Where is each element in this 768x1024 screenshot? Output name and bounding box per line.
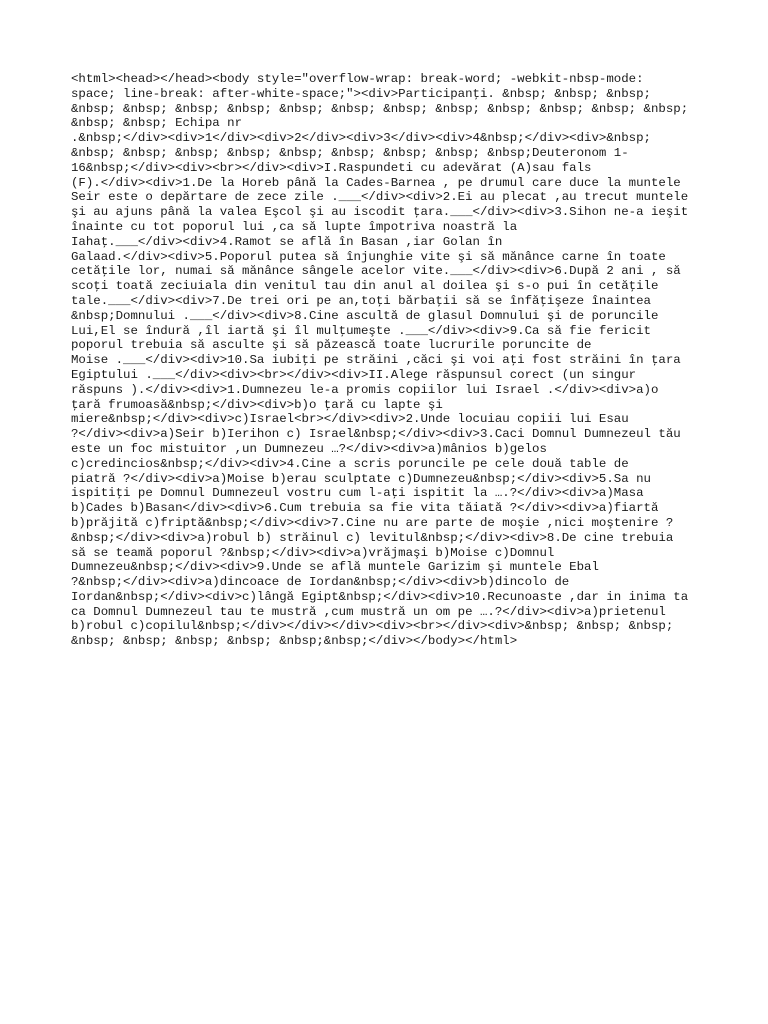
source-line: ca Domnul Dumnezeul tau te mustră ,cum mustră un om pe ….?</div><div>a)prietenul <box>71 604 666 619</box>
source-line: (F).</div><div>1.De la Horeb până la Cades-Barnea , pe drumul care duce la muntele <box>71 175 681 190</box>
source-line: înainte cu tot poporul lui ,ca să lupte împotriva noastră la <box>71 219 518 234</box>
source-line: Lui,El se îndură ,îl iartă şi îl mulţumeşte .___</div><div>9.Ca să fie fericit <box>71 323 651 338</box>
source-line: <html><head></head><body style="overflow-wrap: break-word; -webkit-nbsp-mode: <box>71 72 644 86</box>
source-line: ?&nbsp;</div><div>a)dincoace de Iordan&nbsp;</div><div>b)dincolo de <box>71 575 570 590</box>
source-line: Iordan&nbsp;</div><div>c)lângă Egipt&nbsp;</div><div>10.Recunoaste ,dar in inima ta <box>71 589 689 604</box>
source-line: miere&nbsp;</div><div>c)Israel<br></div><div>2.Unde locuiau copiii lui Esau <box>71 412 629 427</box>
source-line: c)credincios&nbsp;</div><div>4.Cine a scris poruncile pe cele două table de <box>71 456 629 471</box>
source-line: space; line-break: after-white-space;"><div>Participanţi. &nbsp; &nbsp; &nbsp; <box>71 86 651 101</box>
source-line: să se teamă poporul ?&nbsp;</div><div>a)vrăjmaşi b)Moise c)Domnul <box>71 545 555 560</box>
source-line: Iahaţ.___</div><div>4.Ramot se află în Basan ,iar Golan în <box>71 234 503 249</box>
source-line: b)robul c)copilul&nbsp;</div></div></div><div><br></div><div>&nbsp; &nbsp; &nbsp; <box>71 619 674 634</box>
source-line: &nbsp; &nbsp; &nbsp; &nbsp; &nbsp;&nbsp;</div></body></html> <box>71 634 518 649</box>
html-source-text <box>71 72 711 649</box>
source-line: răspuns ).</div><div>1.Dumnezeu le-a promis copiilor lui Israel .</div><div>a)o <box>71 382 659 397</box>
source-line: şi au ajuns până la valea Eşcol şi au iscodit ţara.___</div><div>3.Sihon ne-a ieşit <box>71 205 689 220</box>
source-line: &nbsp;</div><div>a)robul b) străinul c) levitul&nbsp;</div><div>8.De cine trebuia <box>71 530 674 545</box>
source-line: Moise .___</div><div>10.Sa iubiţi pe străini ,căci şi voi aţi fost străini în ţara <box>71 353 681 368</box>
source-line: &nbsp; &nbsp; Echipa nr <box>71 116 243 131</box>
source-line: 16&nbsp;</div><div><br></div><div>I.Raspundeti cu adevărat (A)sau fals <box>71 160 592 175</box>
source-line: tale.___</div><div>7.De trei ori pe an,toţi bărbaţii să se înfăţişeze înaintea <box>71 293 651 308</box>
source-line: cetăţile lor, numai să mănânce sângele acelor vite.___</div><div>6.După 2 ani , să <box>71 264 681 279</box>
source-line: .&nbsp;</div><div>1</div><div>2</div><div>3</div><div>4&nbsp;</div><div>&nbsp; <box>71 131 651 146</box>
source-line: b)Cades b)Basan</div><div>6.Cum trebuia sa fie vita tăiată ?</div><div>a)fiartă <box>71 501 659 516</box>
source-line: Egiptului .___</div><div><br></div><div>II.Alege răspunsul corect (un singur <box>71 367 637 382</box>
source-line: ?</div><div>a)Seir b)Ierihon c) Israel&nbsp;</div><div>3.Caci Domnul Dumnezeul tău <box>71 427 681 442</box>
source-line: scoţi toată zeciuiala din venitul tau din anul al doilea şi s-o pui în cetăţile <box>71 279 659 294</box>
source-line: &nbsp; &nbsp; &nbsp; &nbsp; &nbsp; &nbsp; &nbsp; &nbsp; &nbsp;Deuteronom 1- <box>71 145 629 160</box>
source-line: piatră ?</div><div>a)Moise b)erau sculptate c)Dumnezeu&nbsp;</div><div>5.Sa nu <box>71 471 651 486</box>
source-line: ţară frumoasă&nbsp;</div><div>b)o ţară cu lapte şi <box>71 397 443 412</box>
source-line: &nbsp; &nbsp; &nbsp; &nbsp; &nbsp; &nbsp; &nbsp; &nbsp; &nbsp; &nbsp; &nbsp; &nbsp; <box>71 101 689 116</box>
source-line: Seir este o depărtare de zece zile .___</div><div>2.Ei au plecat ,au trecut muntele <box>71 190 689 205</box>
source-line: Dumnezeu&nbsp;</div><div>9.Unde se află muntele Garizim şi muntele Ebal <box>71 560 599 575</box>
source-line: Galaad.</div><div>5.Poporul putea să înjunghie vite şi să mănânce carne în toate <box>71 249 666 264</box>
source-line: poporul trebuia să asculte şi să păzească toate lucrurile poruncite de <box>71 338 592 353</box>
source-line: ispitiţi pe Domnul Dumnezeul vostru cum l-aţi ispitit la ….?</div><div>a)Masa <box>71 486 644 501</box>
source-line: b)prăjită c)friptă&nbsp;</div><div>7.Cine nu are parte de moşie ,nici moştenire ? <box>71 515 674 530</box>
source-line: &nbsp;Domnului .___</div><div>8.Cine ascultă de glasul Domnului şi de poruncile <box>71 308 659 323</box>
source-line: este un foc mistuitor ,un Dumnezeu …?</div><div>a)mânios b)gelos <box>71 441 547 456</box>
